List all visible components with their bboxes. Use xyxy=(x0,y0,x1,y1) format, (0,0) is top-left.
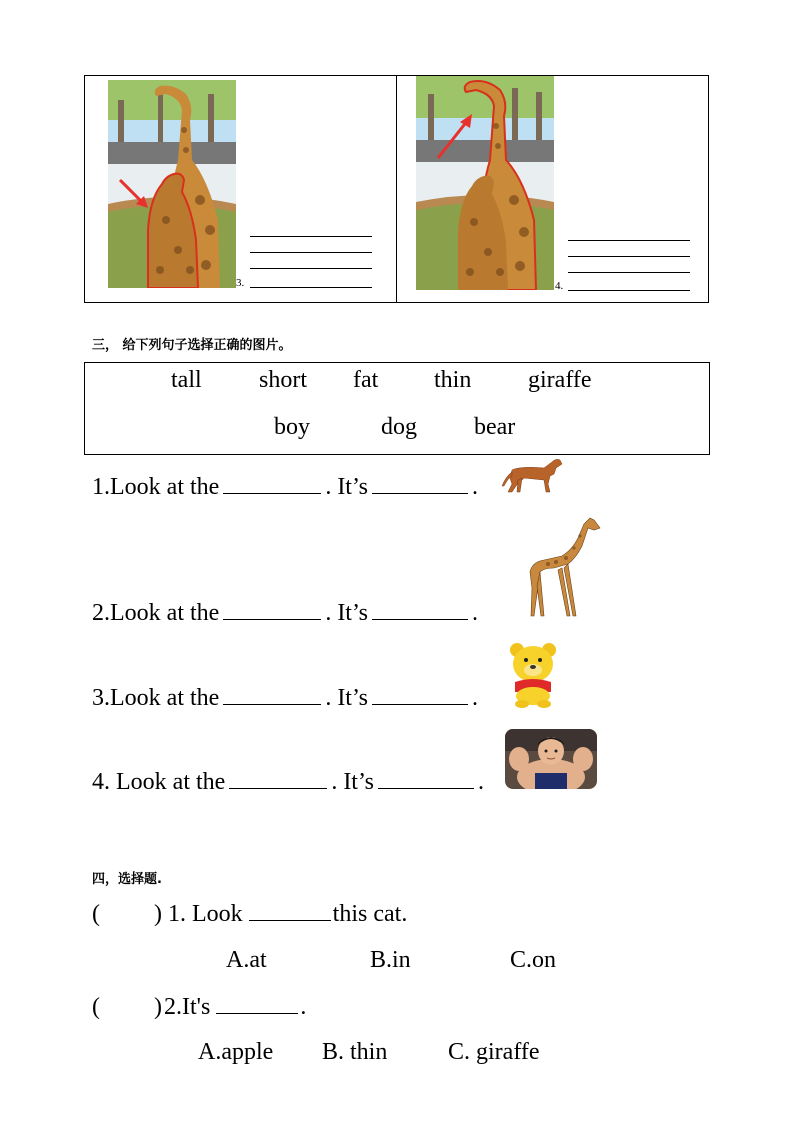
sentence-1 xyxy=(92,473,478,501)
sentence-prefix: 1.Look at the xyxy=(92,474,220,500)
question-blank[interactable] xyxy=(249,900,331,921)
answer-paren-open: ( xyxy=(92,994,100,1020)
blank-noun[interactable] xyxy=(223,473,321,494)
blank-noun[interactable] xyxy=(223,599,321,620)
question-after: . xyxy=(300,994,307,1020)
blank-adjective[interactable] xyxy=(378,768,474,789)
zoo-giraffes-illustration xyxy=(416,76,554,290)
giraffe-short-picture xyxy=(108,80,236,288)
word-bank-item: thin xyxy=(434,367,472,393)
sentence-mid: . It’s xyxy=(325,685,368,711)
answer-paren-close: ) xyxy=(154,901,162,927)
sentence-prefix: 2.Look at the xyxy=(92,600,220,626)
answer-line[interactable] xyxy=(568,290,690,291)
answer-slot[interactable] xyxy=(104,900,152,928)
sentence-mid: . It’s xyxy=(325,600,368,626)
item-number: 3. xyxy=(236,277,245,289)
blank-adjective[interactable] xyxy=(372,684,468,705)
answer-line[interactable] xyxy=(568,256,690,257)
question-text: 1. Look xyxy=(168,901,243,927)
answer-line[interactable] xyxy=(568,240,690,241)
sentence-end: . xyxy=(477,769,484,795)
item-number: 4. xyxy=(555,280,564,292)
answer-line[interactable] xyxy=(250,236,372,237)
giraffe-picture-table xyxy=(84,75,709,303)
option-c[interactable]: C. giraffe xyxy=(448,1039,540,1065)
word-bank-item: short xyxy=(259,367,307,393)
sentence-3 xyxy=(92,684,478,712)
sentence-end: . xyxy=(471,474,478,500)
question-2 xyxy=(164,993,306,1021)
blank-noun[interactable] xyxy=(223,684,321,705)
word-bank-item: giraffe xyxy=(528,367,592,393)
section-3-heading: 三， 给下列句子选择正确的图片。 xyxy=(92,338,292,353)
section-4-heading: 四，选择题. xyxy=(92,872,162,887)
word-bank xyxy=(84,362,710,455)
dog-icon xyxy=(500,456,566,496)
word-bank-item: tall xyxy=(171,367,202,393)
giraffe-icon xyxy=(524,516,602,618)
sentence-prefix: 4. Look at the xyxy=(92,769,226,795)
answer-slot[interactable] xyxy=(104,993,152,1021)
answer-line[interactable] xyxy=(250,287,372,288)
word-bank-item: boy xyxy=(274,414,310,440)
word-bank-item: dog xyxy=(381,414,417,440)
blank-noun[interactable] xyxy=(229,768,327,789)
sentence-prefix: 3.Look at the xyxy=(92,685,220,711)
answer-line[interactable] xyxy=(568,272,690,273)
boy-photo xyxy=(505,729,597,789)
blank-adjective[interactable] xyxy=(372,599,468,620)
option-a[interactable]: A.apple xyxy=(198,1039,274,1065)
sentence-mid: . It’s xyxy=(325,474,368,500)
answer-line[interactable] xyxy=(250,268,372,269)
answer-paren-open: ( xyxy=(92,901,100,927)
sentence-4 xyxy=(92,768,484,796)
option-b[interactable]: B. thin xyxy=(322,1039,388,1065)
giraffe-tall-picture xyxy=(416,76,554,290)
option-c[interactable]: C.on xyxy=(510,947,557,973)
word-bank-item: fat xyxy=(353,367,379,393)
sentence-mid: . It’s xyxy=(331,769,374,795)
answer-line[interactable] xyxy=(250,252,372,253)
blank-adjective[interactable] xyxy=(372,473,468,494)
option-b[interactable]: B.in xyxy=(370,947,411,973)
table-divider xyxy=(396,76,397,302)
zoo-giraffes-illustration xyxy=(108,80,236,288)
question-1 xyxy=(168,900,407,928)
question-text: 2.It's xyxy=(164,994,211,1020)
question-after: this cat. xyxy=(332,901,408,927)
sentence-end: . xyxy=(471,685,478,711)
bear-icon xyxy=(507,640,559,708)
sentence-2 xyxy=(92,599,478,627)
option-a[interactable]: A.at xyxy=(226,947,267,973)
word-bank-item: bear xyxy=(474,414,516,440)
sentence-end: . xyxy=(471,600,478,626)
question-blank[interactable] xyxy=(216,993,298,1014)
answer-paren-close: ) xyxy=(154,994,162,1020)
